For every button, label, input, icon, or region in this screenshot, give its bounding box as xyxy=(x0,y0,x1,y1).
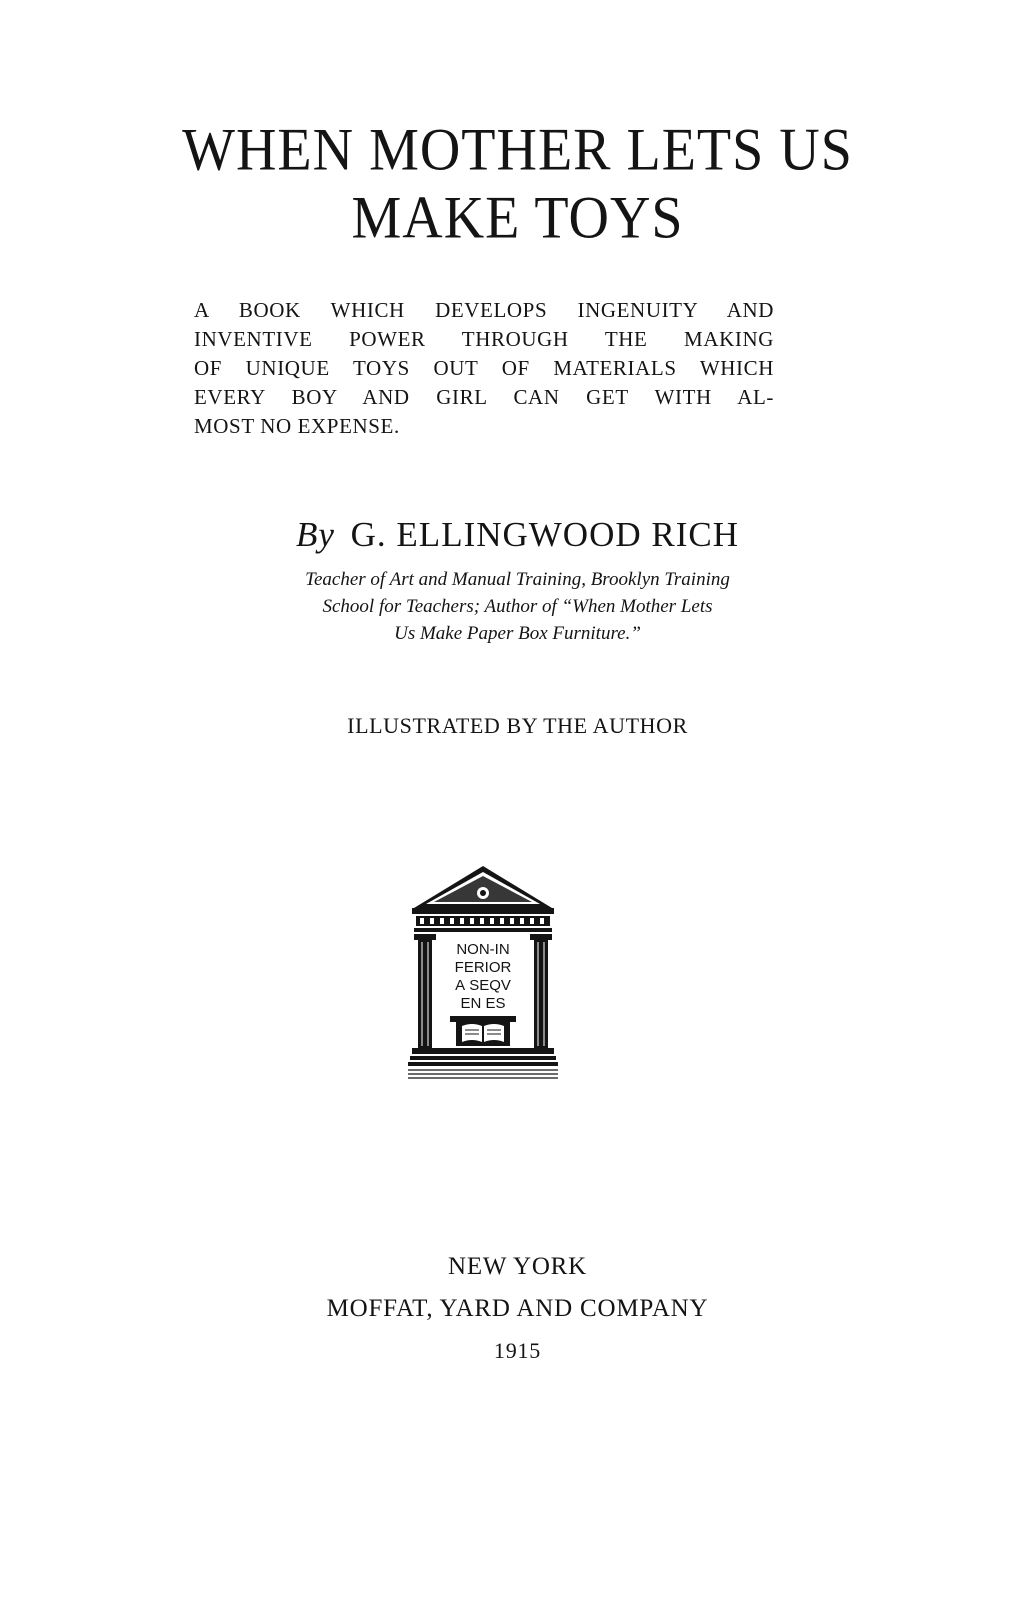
author-byline xyxy=(0,514,1035,556)
emblem-motto-line: FERIOR xyxy=(454,959,512,976)
subtitle-line: EVERY BOY AND GIRL CAN GET WITH AL- xyxy=(194,385,774,409)
publisher-emblem-icon xyxy=(408,862,558,1084)
imprint-city: NEW YORK xyxy=(447,1253,588,1280)
imprint-publisher: MOFFAT, YARD AND COMPANY xyxy=(326,1295,709,1322)
illustrated-by: ILLUSTRATED BY THE AUTHOR xyxy=(347,713,688,738)
subtitle-line: INVENTIVE POWER THROUGH THE MAKING xyxy=(194,327,774,351)
book-subtitle xyxy=(194,296,774,441)
imprint-year: 1915 xyxy=(493,1338,542,1363)
credit-line: School for Teachers; Author of “When Mother Lets xyxy=(322,596,713,617)
byline-by: By xyxy=(295,515,335,554)
credit-line: Us Make Paper Box Furniture.” xyxy=(394,623,641,644)
emblem-motto-line: EN ES xyxy=(460,995,506,1012)
emblem-motto-line: A SEQV xyxy=(455,977,511,994)
author-name: G. ELLINGWOOD RICH xyxy=(350,515,740,554)
book-title-line-2: MAKE TOYS xyxy=(351,184,684,252)
book-title-line-1: WHEN MOTHER LETS US xyxy=(182,116,853,184)
subtitle-line: OF UNIQUE TOYS OUT OF MATERIALS WHICH xyxy=(194,356,774,380)
emblem-motto-line: NON-IN xyxy=(456,941,510,958)
subtitle-line: MOST NO EXPENSE. xyxy=(194,414,400,438)
credit-line: Teacher of Art and Manual Training, Brooklyn Training xyxy=(305,569,730,590)
author-credits xyxy=(0,566,1035,647)
subtitle-line: A BOOK WHICH DEVELOPS INGENUITY AND xyxy=(194,298,774,322)
